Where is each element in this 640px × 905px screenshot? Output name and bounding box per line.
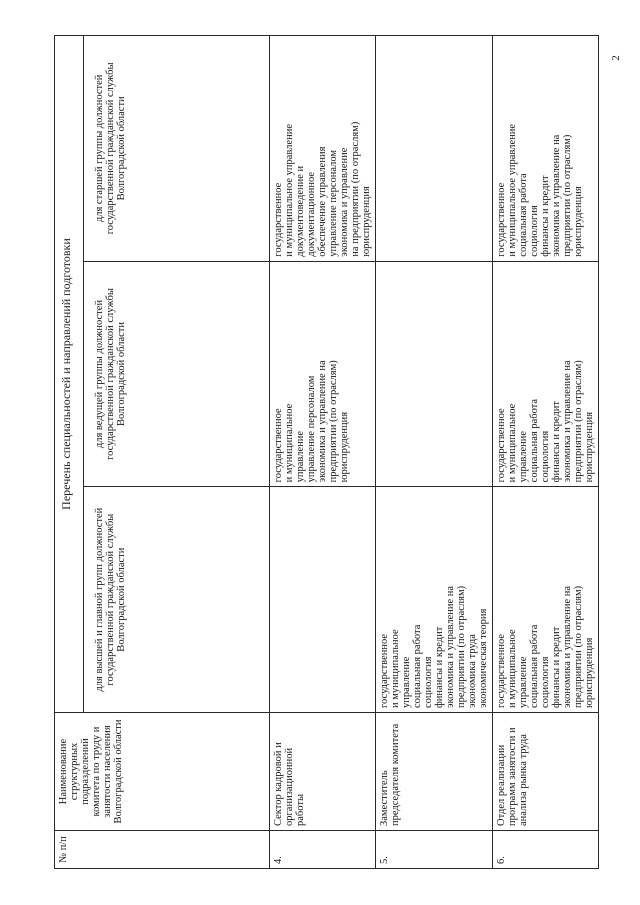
specialty-line: на предприятии (по отраслям) — [350, 121, 361, 257]
specialty-line: и муниципальное — [390, 629, 401, 708]
unit-name: Отдел реализации программ занятости и анализа рынка труда — [493, 713, 599, 831]
specialties-table — [54, 35, 599, 869]
specialty-line: государственное — [496, 408, 507, 483]
specialty-line: юриспруденция — [361, 186, 372, 257]
specialty-line: управление — [295, 430, 306, 483]
header-group-highest: для высшей и главной групп должностей государственной гражданской службы Волгоградской области — [84, 487, 270, 713]
header-row-main — [55, 36, 84, 869]
specialty-line: экономика и управление на — [445, 585, 456, 708]
specialty-cell-highest — [376, 487, 493, 713]
specialty-line: социальная работа — [529, 624, 540, 708]
header-unit-name: Наименование структурных подразделений комитета по труду и занятости населения Волгоградской области — [55, 713, 270, 831]
specialty-cell-highest — [270, 487, 376, 713]
header-specialties: Перечень специальностей и направлений подготовки — [55, 36, 84, 713]
table-row — [270, 36, 376, 869]
specialty-line: юриспруденция — [573, 186, 584, 257]
table-row — [376, 36, 493, 869]
specialty-line: финансы и кредит — [540, 175, 551, 257]
row-number: 5. — [376, 831, 493, 869]
specialty-line: юриспруденция — [584, 411, 595, 483]
header-group-leading: для ведущей группы должностей государственной гражданской службы Волгоградской области — [84, 261, 270, 487]
rotated-table-container — [54, 35, 595, 869]
specialty-line: экономика и управление на — [317, 360, 328, 483]
table-row — [493, 36, 599, 869]
specialty-line: государственное — [496, 633, 507, 708]
specialty-line: государственное — [379, 633, 390, 708]
specialty-line: социология — [529, 205, 540, 257]
specialty-line: финансы и кредит — [434, 626, 445, 708]
specialty-line: экономика труда — [467, 634, 478, 708]
specialty-line: экономика и управление на — [551, 134, 562, 257]
specialty-line: финансы и кредит — [551, 401, 562, 483]
specialty-line: социальная работа — [518, 173, 529, 257]
specialty-line: и муниципальное управление — [507, 123, 518, 257]
specialty-line: финансы и кредит — [551, 626, 562, 708]
header-group-senior: для старшей группы должностей государственной гражданской службы Волгоградской области — [84, 36, 270, 262]
specialty-cell-senior — [493, 36, 599, 262]
specialty-line: юриспруденция — [339, 411, 350, 483]
specialty-line: документоведение и — [295, 165, 306, 257]
specialty-line: социальная работа — [529, 398, 540, 483]
specialty-line: управление — [518, 430, 529, 483]
specialty-line: управление — [401, 656, 412, 708]
specialty-line: предприятии (по отраслям) — [562, 134, 573, 257]
unit-name: Заместитель председателя комитета — [376, 713, 493, 831]
specialty-line: государственное — [273, 408, 284, 483]
specialty-line: социология — [423, 656, 434, 708]
specialty-line: предприятии (по отраслям) — [328, 360, 339, 483]
row-number: 6. — [493, 831, 599, 869]
specialty-line: государственное — [273, 182, 284, 257]
specialty-line: и муниципальное — [284, 403, 295, 483]
specialty-cell-senior — [270, 36, 376, 262]
specialty-line: документационное — [306, 171, 317, 257]
specialty-line: и муниципальное — [507, 629, 518, 708]
specialty-line: управление персоналом — [306, 375, 317, 483]
specialty-cell-highest — [493, 487, 599, 713]
specialty-line: управление — [518, 656, 529, 708]
page-number: 2 — [609, 55, 622, 61]
unit-name: Сектор кадровой и организационной работы — [270, 713, 376, 831]
specialty-cell-leading — [493, 261, 599, 487]
specialty-line: экономика и управление на — [562, 360, 573, 483]
specialty-cell-senior — [376, 36, 493, 262]
specialty-cell-leading — [376, 261, 493, 487]
specialty-line: и муниципальное управление — [284, 123, 295, 257]
specialty-line: обеспечение управления — [317, 146, 328, 257]
specialty-line: государственное — [496, 182, 507, 257]
specialty-line: социология — [540, 430, 551, 483]
specialty-line: управление персоналом — [328, 149, 339, 257]
specialty-cell-leading — [270, 261, 376, 487]
specialty-line: экономика и управление на — [562, 585, 573, 708]
specialty-line: экономическая теория — [478, 608, 489, 708]
specialty-line: экономика и управление — [339, 147, 350, 257]
specialty-line: и муниципальное — [507, 403, 518, 483]
header-num: № п/п — [55, 831, 270, 869]
specialty-line: социальная работа — [412, 624, 423, 708]
specialty-line: социология — [540, 656, 551, 708]
specialty-line: предприятии (по отраслям) — [456, 585, 467, 708]
row-number: 4. — [270, 831, 376, 869]
specialty-line: предприятии (по отраслям) — [573, 585, 584, 708]
specialty-line: предприятии (по отраслям) — [573, 360, 584, 483]
specialty-line: юриспруденция — [584, 637, 595, 708]
